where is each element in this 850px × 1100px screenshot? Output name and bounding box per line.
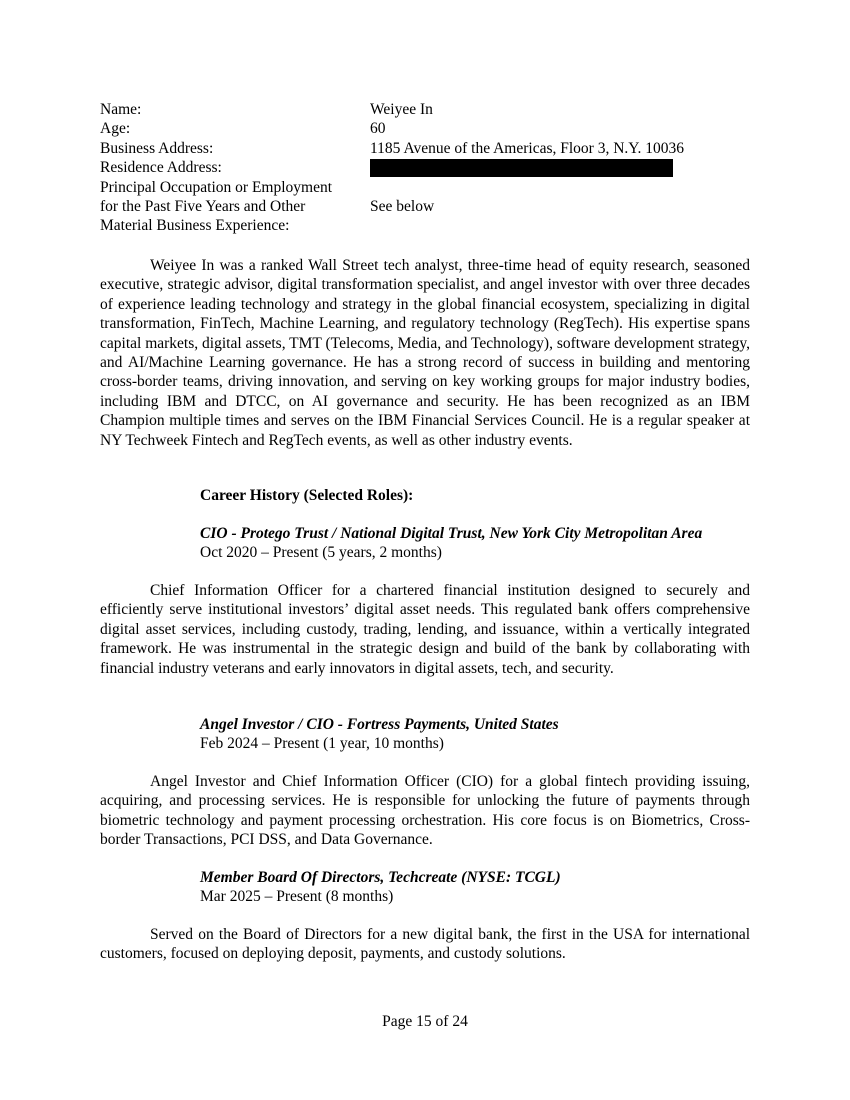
info-value <box>370 178 740 197</box>
info-value: See below <box>370 198 435 216</box>
role-dates: Mar 2025 – Present (8 months) <box>200 888 394 906</box>
role-title: Angel Investor / CIO - Fortress Payments, United States <box>200 716 559 733</box>
info-label: Principal Occupation or Employment <box>100 178 333 196</box>
info-label: Age: <box>100 120 131 138</box>
role-dates: Feb 2024 – Present (1 year, 10 months) <box>200 735 444 753</box>
info-row-occupation-3 <box>100 216 740 235</box>
bio-paragraph: Weiyee In was a ranked Wall Street tech analyst, three-time head of equity research, seasoned executive, strategic advisor, digital transformation specialist, and angel investor with over three decades of experience leading technology and strategy in the global financial ecosystem, specializing in digital transformation, FinTech, Machine Learning, and regulatory technology (RegTech). His expertise spans capital markets, digital assets, TMT (Telecoms, Media, and Technology), software development strategy, and AI/Machine Learning governance. He has a strong record of success in building and mentoring cross-border teams, driving innovation, and serving on key working groups for major industry bodies, including IBM and DTCC, on AI governance and security. He has been recognized as an IBM Champion multiple times and serves on the IBM Financial Services Council. He is a regular speaker at NY Techweek Fintech and RegTech events, as well as other industry events. <box>100 257 750 449</box>
info-label: Business Address: <box>100 139 214 157</box>
info-value <box>370 158 740 177</box>
info-value: 60 <box>370 120 386 138</box>
role-techcreate-header <box>200 868 800 907</box>
info-label: Name: <box>100 101 142 118</box>
role-description: Served on the Board of Directors for a new digital bank, the first in the USA for international customers, focused on deploying deposit, payments, and custody solutions. <box>100 926 750 963</box>
role-description: Angel Investor and Chief Information Officer (CIO) for a global fintech providing issuing, acquiring, and processing services. He is responsible for unlocking the future of payments through biometric technology and payment processing orchestration. His core focus is on Biometrics, Cross-border Transactions, PCI DSS, and Data Governance. <box>100 773 750 849</box>
info-label: for the Past Five Years and Other <box>100 198 306 216</box>
role-title: CIO - Protego Trust / National Digital Trust, New York City Metropolitan Area <box>200 525 703 542</box>
info-row-residence-address <box>100 158 740 177</box>
role-fortress-header <box>200 715 800 754</box>
career-history-heading: Career History (Selected Roles): <box>200 487 414 504</box>
page-number: Page 15 of 24 <box>382 1013 468 1030</box>
role-protego-header <box>200 524 800 563</box>
info-row-business-address <box>100 139 740 158</box>
info-row-occupation-2 <box>100 197 740 216</box>
role-dates: Oct 2020 – Present (5 years, 2 months) <box>200 544 442 562</box>
info-row-occupation-1 <box>100 178 740 197</box>
personal-info-table <box>100 100 740 236</box>
role-title: Member Board Of Directors, Techcreate (NYSE: TCGL) <box>200 869 561 886</box>
info-row-name <box>100 100 740 119</box>
redaction-bar <box>370 159 673 177</box>
info-label: Residence Address: <box>100 159 222 177</box>
info-value <box>370 216 740 235</box>
info-value: Weiyee In <box>370 101 433 118</box>
info-value: 1185 Avenue of the Americas, Floor 3, N.Y. 10036 <box>370 139 684 157</box>
role-description: Chief Information Officer for a chartered financial institution designed to securely and efficiently serve institutional investors’ digital asset needs. This regulated bank offers comprehensive digital asset services, including custody, trading, lending, and issuance, within a vertically integrated framework. He was instrumental in the strategic design and build of the bank by collaborating with financial industry veterans and early innovators in digital assets, tech, and security. <box>100 582 750 677</box>
info-row-age <box>100 119 740 138</box>
info-label: Material Business Experience: <box>100 217 290 235</box>
